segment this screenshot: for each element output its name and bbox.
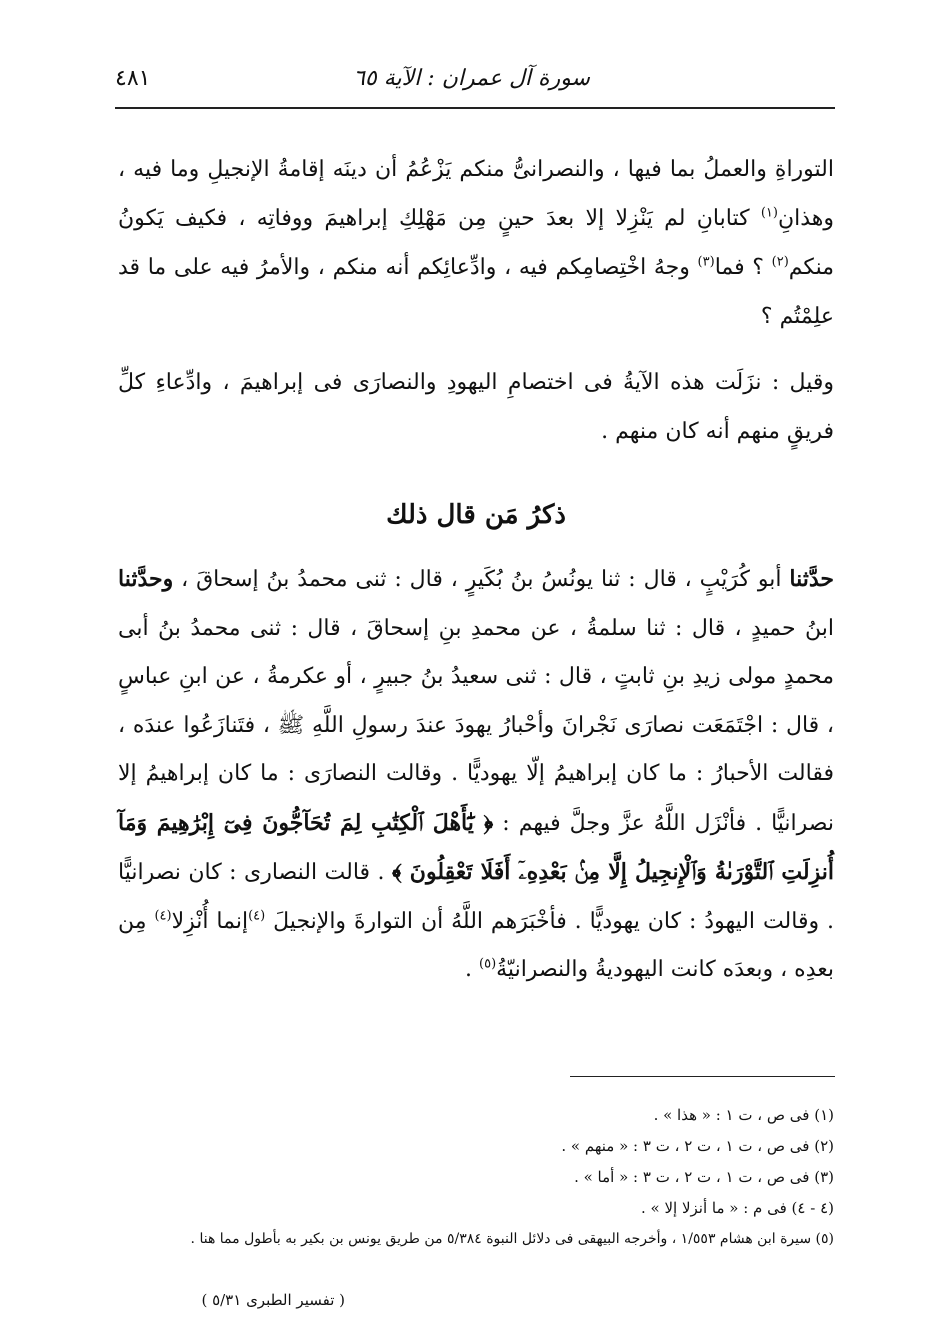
quran-verse: ﴿ يَٰٓأَهْلَ ٱلْكِتَٰبِ لِمَ تُحَآجُّونَ فِىٓ إِبْرَٰهِيمَ وَمَآ أُنزِلَتِ ٱلتَّوْرَىٰةُ وَٱلْإِنجِيلُ إِلَّا مِنۢ بَعْدِهِۦٓ أَفَلَا تَعْقِلُونَ ﴾	[118, 809, 834, 885]
footnote-ref-4-open: (٤)	[248, 908, 266, 924]
paragraph-2: وقيل : نزَلَت هذه الآيةُ فى اختصامِ اليهودِ والنصارَى فى إبراهيمَ ، وادِّعاءِ كلِّ فريقٍ منهم أنه كان منهم .	[118, 370, 834, 444]
footnote-5: (٥) سيرة ابن هشام ١/٥٥٣ ، وأخرجه البيهقى فى دلائل النبوة ٥/٣٨٤ من طريق يونس بن بكير به بأطول مما هنا .	[190, 1231, 834, 1247]
paragraph-3-text-6: .	[465, 957, 479, 982]
paragraph-3-text-1: أبو كُرَيْبٍ ، قال : ثنا يونُسُ بنُ بُكَيرٍ ، قال : ثنى محمدُ بنُ إسحاقَ ،	[173, 567, 790, 592]
paragraph-1-text-3: ؟ فما	[714, 255, 772, 280]
paragraph-3-text-5: مِن بعدِه ، وبعدَه كانت اليهوديةُ والنصرانيّةُ	[118, 908, 834, 982]
paragraph-1	[118, 145, 834, 341]
running-header	[115, 58, 835, 102]
paragraph-3-text-2: ابنُ حميدٍ ، قال : ثنا سلمةُ ، عن محمدِ بنِ إسحاقَ ، قال : ثنى محمدُ بنُ أبى محمدٍ مولى زيدِ بنِ ثابتٍ ، قال : ثنى سعيدُ بنُ جبيرٍ ، أو عكرمةُ ، عن ابنِ عباسٍ ، قال : اجْتَمَعَت نصارَى نَجْرانَ وأحْبارُ يهودَ عندَ رسولِ اللَّهِ ﷺ ، فتَنازَعُوا عندَه ، فقالت الأحبارُ : ما كان إبراهيمُ إلّا يهوديًّا . وقالت النصارَى : ما كان إبراهيمُ إلا نصرانيًّا . فأنْزَل اللَّهُ عزَّ وجلَّ فيهم :	[118, 615, 835, 836]
paragraph-3-text-4: إنما أُنْزِلا	[171, 908, 249, 934]
paragraph-1-text-2: كتابانِ لم يَنْزِلا إلا بعدَ حينٍ مِن مَهْلِكِ إبراهيمَ ووفاتِه ، فكيف يَكونُ منكم	[118, 206, 834, 280]
footnote-1: (١) فى ص ، ت ١ : « هذا » .	[653, 1106, 834, 1124]
footnote-ref-3: (٣)	[697, 254, 715, 270]
paragraph-3-text-3: . قالت النصارى : كان نصرانيًّا . وقالت اليهودُ : كان يهوديًّا . فأخْبَرَهم اللَّهُ أن التوارةَ والإنجيلَ	[118, 860, 835, 934]
running-title: سورة آل عمران : الآية ٦٥	[353, 66, 590, 91]
footnote-rule	[570, 1076, 835, 1077]
footnote-ref-5: (٥)	[479, 956, 497, 972]
footnote-3: (٣) فى ص ، ت ١ ، ت ٢ ، ت ٣ : « أما » .	[574, 1168, 834, 1186]
footnote-2: (٢) فى ص ، ت ١ ، ت ٢ ، ت ٣ : « منهم » .	[561, 1137, 834, 1155]
isnad-lead-1: حدَّثنا	[789, 566, 834, 592]
header-rule	[115, 107, 835, 109]
page-number: ٤٨١	[115, 66, 151, 91]
footnote-ref-2: (٢)	[771, 254, 789, 270]
paragraph-1-text-4: وجهُ اخْتِصامِكم فيه ، وادِّعائِكم أنه منكم ، والأمرُ فيه على ما قد علِمْتُم ؟	[118, 255, 834, 329]
body-text-top	[118, 145, 834, 456]
body-text-bottom	[118, 555, 834, 995]
paragraph-3	[118, 555, 834, 995]
section-heading: ذكرُ مَن قال ذلك	[386, 500, 566, 530]
footnote-ref-4-close: (٤)	[154, 908, 172, 924]
page-footer: ( تفسير الطبرى ٥/٣١ )	[201, 1291, 345, 1309]
footnote-ref-1: (١)	[760, 205, 778, 221]
footnote-4: (٤ - ٤) فى م : « ما أنزلا إلا » .	[641, 1199, 834, 1217]
isnad-lead-2: وحدَّثنا	[118, 566, 174, 592]
paragraph-1-text: التوراةِ والعملُ بما فيها ، والنصرانىُّ منكم يَزْعُمُ أن دينَه إقامةُ الإنجيلِ وما فيه ، وهذانِ	[118, 157, 834, 231]
footnotes	[118, 1100, 834, 1255]
